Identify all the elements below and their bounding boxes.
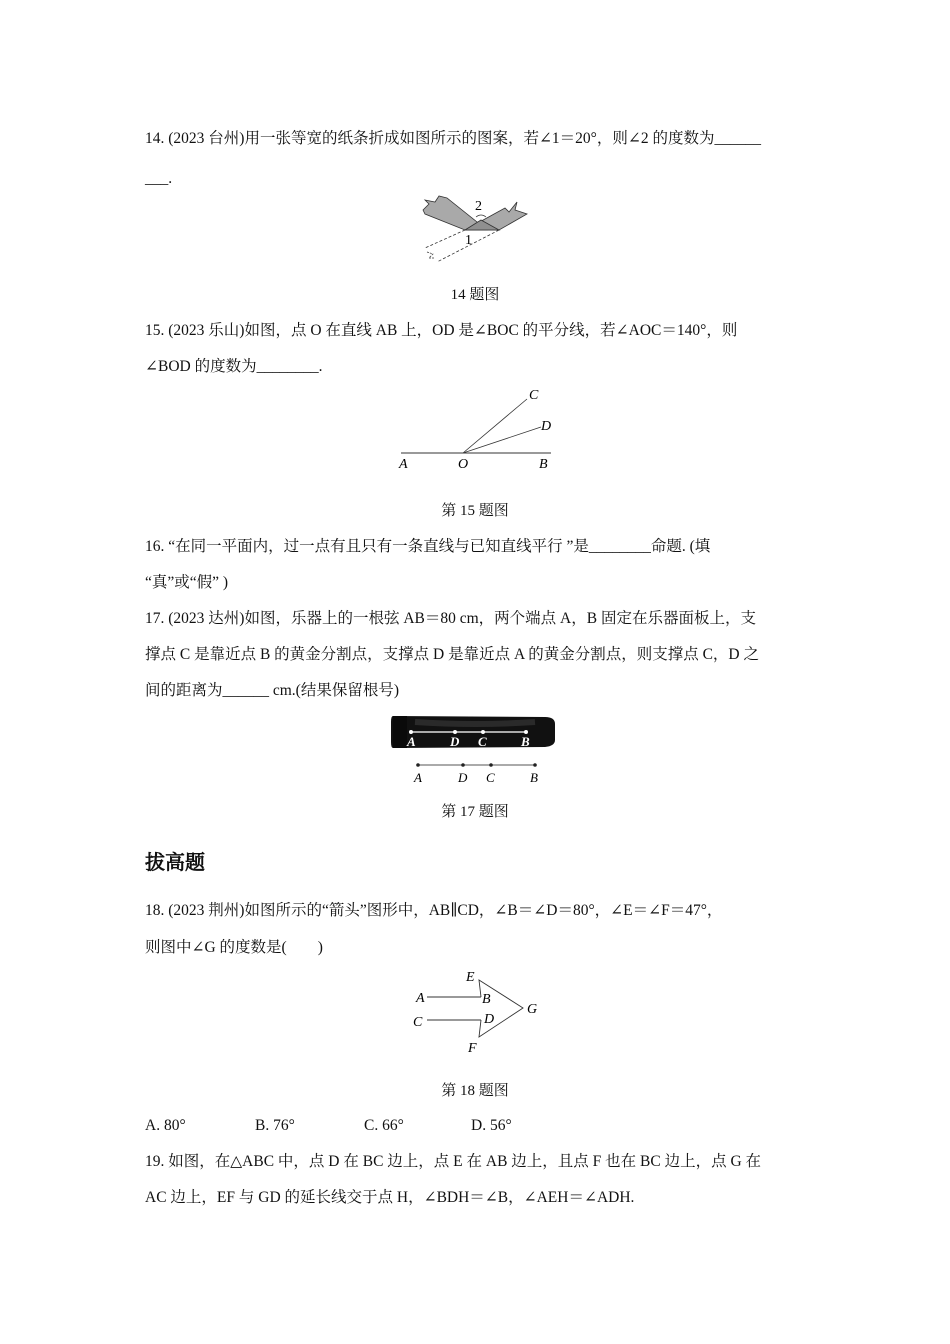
q14-text-line-2: ___. [145,170,173,187]
q16-text-line-2: “真”或“假” ) [145,574,229,591]
q18-label-a: A [416,991,425,1006]
q15-label-o: O [458,457,469,472]
q18-text-line-1: 18. (2023 荆州)如图所示的“箭头”图形中，AB∥CD，∠B＝∠D＝80°，∠E＝∠F＝47°， [145,902,723,919]
q15-text-line-1: 15. (2023 乐山)如图，点 O 在直线 AB 上，OD 是∠BOC 的平分线，若∠AOC＝140°，则 [145,322,738,339]
q17-diagram-label-b: B [530,770,538,785]
q18-arrow-figure [405,962,555,1058]
q17-diagram-label-d: D [458,770,468,785]
section-heading: 拔高题 [145,850,205,874]
q17-photo-label-b: B [521,734,530,749]
q18-option-c[interactable]: C. 66° [364,1117,404,1134]
q14-caption: 14 题图 [450,287,500,303]
q15-caption: 第 15 题图 [441,503,509,519]
q14-angle1-label: 1 [465,233,472,248]
q15-label-b: B [539,457,548,472]
q15-label-d: D [541,419,552,434]
q16-text-line-1: 16. “在同一平面内，过一点有且只有一条直线与已知直线平行 ”是________命题. (填 [145,538,711,555]
q15-label-c: C [529,388,539,403]
q17-instrument-string-figure [385,712,565,786]
q17-diagram-label-a: A [414,770,422,785]
q17-photo-label-c: C [478,734,487,749]
q18-label-b: B [482,992,491,1007]
q15-angle-bisector-figure [395,383,565,475]
q14-folded-paper-figure [415,192,535,268]
q17-diagram-label-c: C [486,770,495,785]
q17-text-line-3: 间的距离为______ cm.(结果保留根号) [145,682,400,699]
q18-option-b[interactable]: B. 76° [255,1117,295,1134]
q18-label-c: C [413,1015,423,1030]
q14-angle2-label: 2 [475,199,482,214]
q15-text-line-2: ∠BOD 的度数为________. [145,358,323,375]
q18-text-line-2: 则图中∠G 的度数是( ) [145,939,323,956]
q18-label-e: E [466,970,475,985]
q17-caption: 第 17 题图 [441,804,509,820]
q18-caption: 第 18 题图 [441,1083,509,1099]
q17-text-line-2: 撑点 C 是靠近点 B 的黄金分割点，支撑点 D 是靠近点 A 的黄金分割点，则支撑点 C，D 之 [145,646,759,663]
q17-photo-label-a: A [407,734,416,749]
q17-text-line-1: 17. (2023 达州)如图，乐器上的一根弦 AB＝80 cm，两个端点 A，B 固定在乐器面板上，支 [145,610,756,627]
q19-text-line-2: AC 边上，EF 与 GD 的延长线交于点 H，∠BDH＝∠B，∠AEH＝∠ADH. [145,1189,635,1206]
q18-label-d: D [484,1012,495,1027]
q18-label-g: G [527,1002,538,1017]
q14-text-line-1: 14. (2023 台州)用一张等宽的纸条折成如图所示的图案，若∠1＝20°，则∠2 的度数为______ [145,130,761,147]
q18-option-d[interactable]: D. 56° [471,1117,512,1134]
q18-label-f: F [468,1041,477,1056]
q19-text-line-1: 19. 如图，在△ABC 中，点 D 在 BC 边上，点 E 在 AB 边上，且点 F 也在 BC 边上，点 G 在 [145,1153,762,1170]
q17-photo-label-d: D [450,734,460,749]
q15-label-a: A [399,457,408,472]
q18-option-a[interactable]: A. 80° [145,1117,186,1134]
